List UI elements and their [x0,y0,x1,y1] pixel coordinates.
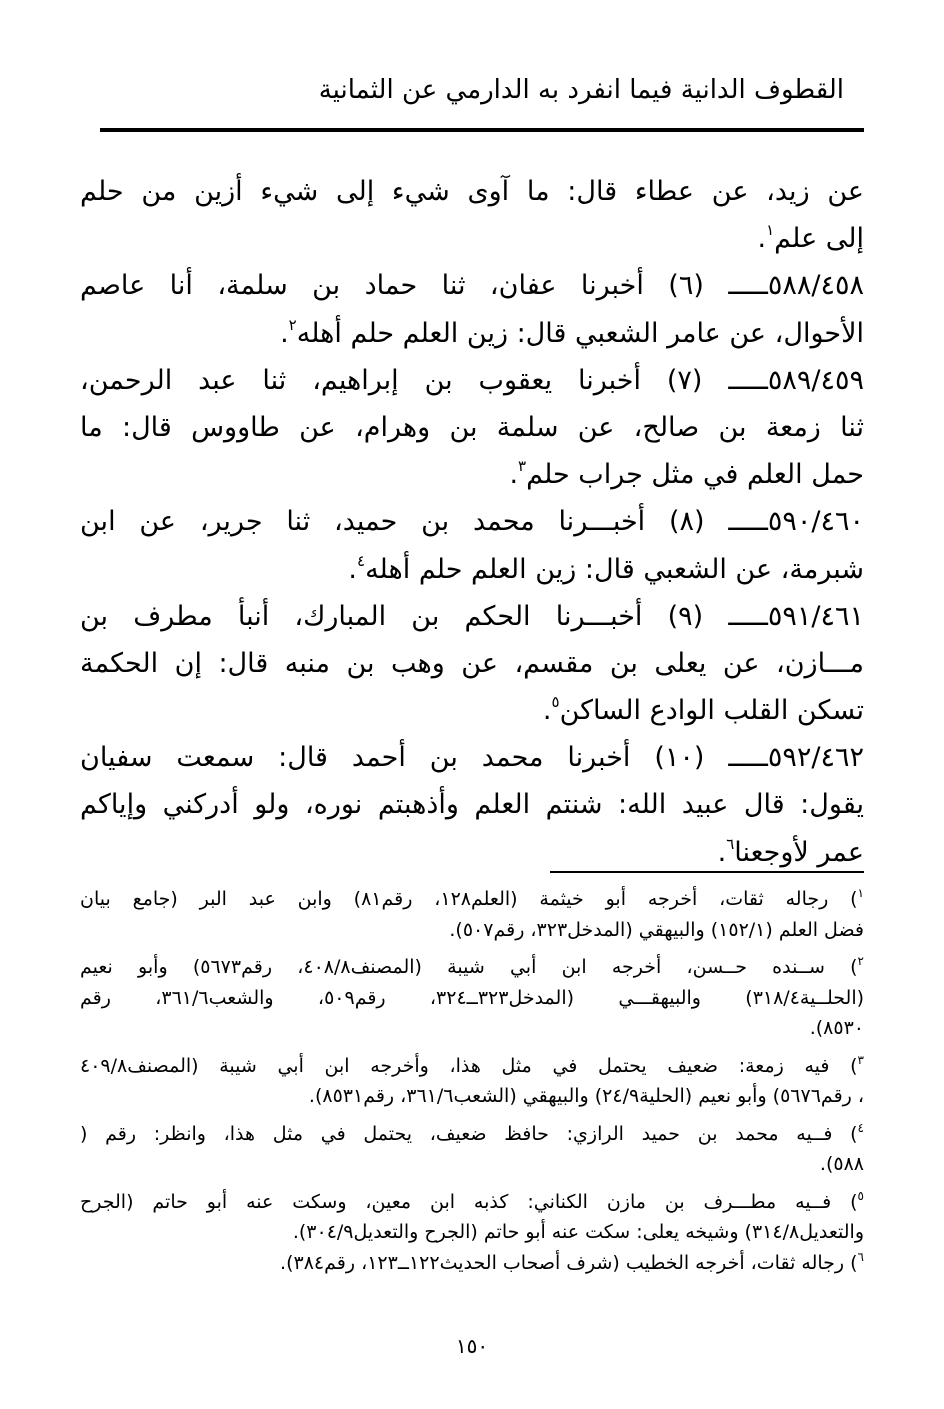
text-line: ثنا زمعة بن صالح، عن سلمة بن وهرام، عن طاووس قال: ما [80,411,864,443]
header-rule [100,128,864,132]
footnote-line: $^٣$) فيه زمعة: ضعيف يحتمل في مثل هذا، وأخرجه ابن أبي شيبة (المصنف٤٠٩/٨ [80,1052,864,1077]
footnote-marker: ٦ [857,1249,864,1264]
text-line: عن زيد، عن عطاء قال: ما آوى شيء إلى شيء أزين من حلم [80,176,864,207]
text-line: ٥٨٨/٤٥٨ـــــ (٦) أخبرنا عفان، ثنا حماد بن سلمة، أنا عاصم [80,270,864,302]
footnotes [80,884,864,1278]
text-line: شبرمة، عن الشعبي قال: زين العلم حلم أهله$^٤$. [348,551,864,585]
text-line: تسكن القلب الوادع الساكن$^٥$. [542,693,864,727]
footnote-line: ، رقم٥٦٧٦) وأبو نعيم (الحلية٢٤/٩) والبيهقي (الشعب٣٦١/٦، رقم٨٥٣١). [308,1085,864,1107]
footnote-marker: ٣ [857,1052,864,1067]
running-header: القطوف الدانية فيما انفرد به الدارمي عن الثمانية [318,75,844,105]
footnote-marker: ٥ [857,1188,864,1203]
footnote-ref[interactable]: ٢ [288,315,297,334]
text-line: ٥٩١/٤٦١ـــــ (٩) أخبـــرنا الحكم بن المبارك، أنبأ مطرف بن [80,600,864,632]
text-line: إلى علم$^١$. [757,221,864,255]
footnote-line: $^٢$) ســنده حــسن، أخرجه ابن أبي شيبة (المصنف٤٠٨/٨، رقم٥٦٧٣) وأبو نعيم [80,954,864,978]
footnote-ref[interactable]: ٥ [551,693,560,712]
footnote-ref[interactable]: ١ [766,221,775,240]
footnote-line: $^٦$) رجاله ثقات، أخرجه الخطيب (شرف أصحاب الحديث١٢٢ــ١٢٣، رقم٣٨٤). [280,1249,864,1274]
text-line: ٥٩٠/٤٦٠ـــــ (٨) أخبـــرنا محمد بن حميد، ثنا جرير، عن ابن [80,506,864,538]
footnote-marker: ١ [857,886,864,900]
footnote-ref[interactable]: ٤ [357,551,366,570]
text-line: مـــازن، عن يعلى بن مقسم، عن وهب بن منبه قال: إن الحكمة [80,647,864,679]
footnote-line: ٨٥٣٠). [809,1017,864,1039]
footnote-ref[interactable]: ٣ [518,457,527,476]
text-line: ٥٩٢/٤٦٢ـــــ (١٠) أخبرنا محمد بن أحمد قال: سمعت سفيان [80,742,864,774]
footnote-separator [550,871,864,873]
footnote-line: فضل العلم (١٥٢/١) والبيهقي (المدخل٣٢٣، رقم٥٠٧). [449,918,864,941]
footnote-line: $^٤$) فــيه محمد بن حميد الرازي: حافظ ضعيف، يحتمل في مثل هذا، وانظر: رقم ( [80,1120,864,1145]
text-line: الأحوال، عن عامر الشعبي قال: زين العلم حلم أهله$^٢$. [280,315,864,349]
footnote-line: والتعديل٣١٤/٨) وشيخه يعلى: سكت عنه أبو حاتم (الجرح والتعديل٣٠٤/٩). [292,1221,864,1243]
text-line: ٥٨٩/٤٥٩ـــــ (٧) أخبرنا يعقوب بن إبراهيم، ثنا عبد الرحمن، [80,364,864,396]
footnote-marker: ٤ [857,1120,864,1135]
footnote-line: (الحلــية٣١٨/٤) والبيهقـــي (المدخل٣٢٣ــ٣٢٤، رقم٥٠٩، والشعب٣٦١/٦، رقم [80,986,864,1009]
text-line: حمل العلم في مثل جراب حلم$^٣$. [509,457,864,491]
footnote-line: ٥٨٨). [819,1153,864,1175]
footnote-line: $^١$) رجاله ثقات، أخرجه أبو خيثمة (العلم١٢٨، رقم٨١) وابن عبد البر (جامع بيان [80,886,864,910]
footnote-marker: ٢ [857,954,864,968]
text-line: عمر لأوجعنا$^٦$. [717,834,864,868]
page-number: ١٥٠ [455,1334,489,1358]
text-line: يقول: قال عبيد الله: شنتم العلم وأذهبتم نوره، ولو أدركني وإياكم [80,789,864,821]
main-text [80,168,864,876]
footnote-line: $^٥$) فــيه مطـــرف بن مازن الكناني: كذبه ابن معين، وسكت عنه أبو حاتم (الجرح [80,1188,864,1213]
footnote-ref[interactable]: ٦ [726,834,735,853]
